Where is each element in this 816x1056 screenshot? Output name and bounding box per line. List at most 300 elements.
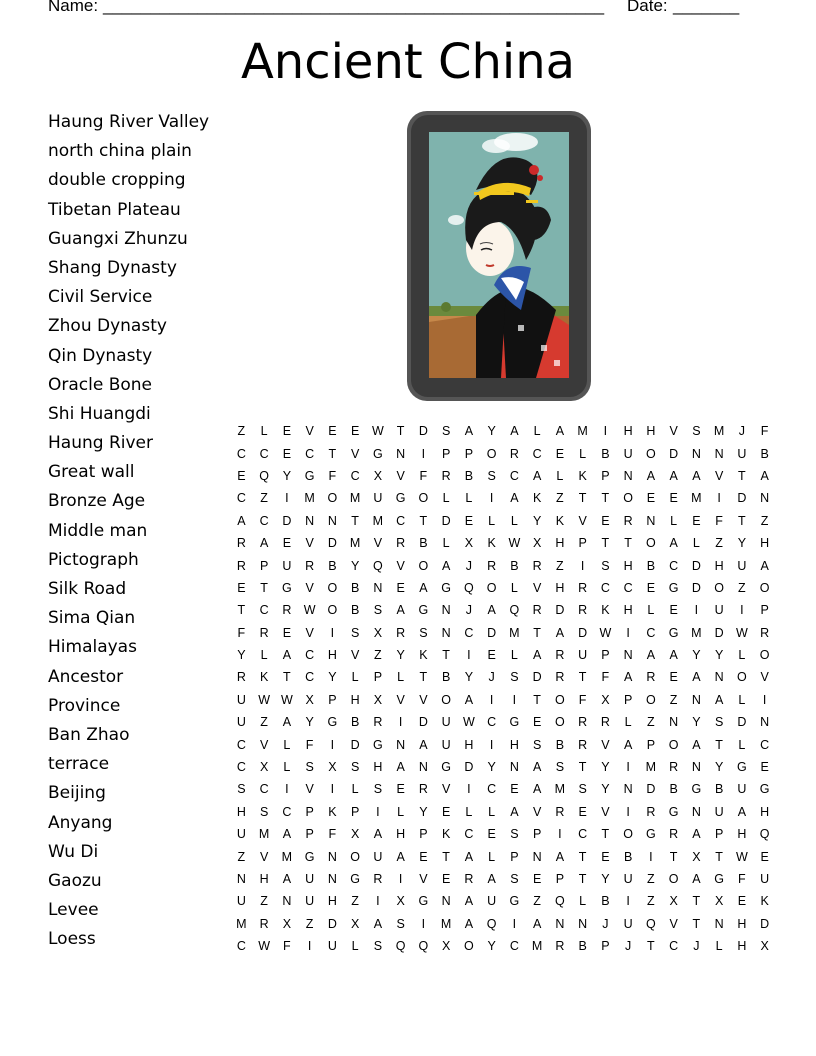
grid-letter[interactable]: S	[692, 424, 701, 439]
grid-letter[interactable]: I	[376, 804, 380, 819]
grid-letter[interactable]: O	[464, 939, 474, 954]
grid-letter[interactable]: E	[282, 625, 292, 640]
grid-letter[interactable]: L	[260, 424, 268, 439]
grid-letter[interactable]: G	[304, 468, 315, 483]
grid-letter[interactable]: Z	[556, 558, 564, 573]
grid-letter[interactable]: R	[669, 760, 679, 775]
grid-letter[interactable]: V	[350, 648, 360, 663]
grid-letter[interactable]: N	[509, 760, 519, 775]
grid-letter[interactable]: A	[555, 849, 565, 864]
grid-letter[interactable]: A	[510, 804, 519, 819]
grid-letter[interactable]: C	[305, 446, 315, 461]
grid-letter[interactable]: X	[669, 894, 678, 909]
grid-letter[interactable]: I	[421, 446, 426, 461]
grid-letter[interactable]: G	[441, 580, 451, 595]
grid-letter[interactable]: N	[236, 872, 246, 886]
grid-letter[interactable]: N	[669, 715, 679, 730]
grid-letter[interactable]: H	[714, 558, 724, 573]
grid-letter[interactable]: I	[717, 491, 721, 506]
grid-letter[interactable]: X	[350, 827, 360, 842]
grid-letter[interactable]: V	[532, 804, 542, 819]
grid-letter[interactable]: T	[237, 603, 246, 618]
grid-letter[interactable]: P	[532, 827, 542, 842]
grid-letter[interactable]: C	[236, 760, 246, 775]
grid-letter[interactable]: F	[578, 692, 587, 707]
grid-letter[interactable]: J	[625, 939, 632, 954]
grid-letter[interactable]: V	[305, 580, 314, 595]
grid-letter[interactable]: O	[327, 491, 338, 506]
grid-letter[interactable]: D	[418, 424, 428, 439]
grid-letter[interactable]: H	[396, 827, 406, 842]
grid-letter[interactable]: A	[510, 424, 519, 439]
grid-letter[interactable]: V	[305, 424, 314, 439]
grid-letter[interactable]: E	[532, 872, 542, 886]
grid-letter[interactable]: L	[488, 849, 496, 864]
grid-letter[interactable]: A	[623, 737, 633, 752]
grid-letter[interactable]: S	[578, 782, 587, 797]
grid-letter[interactable]: D	[418, 715, 428, 730]
grid-letter[interactable]: C	[532, 446, 542, 461]
grid-letter[interactable]: T	[533, 692, 541, 707]
grid-letter[interactable]: G	[509, 894, 520, 909]
grid-letter[interactable]: E	[669, 670, 678, 685]
grid-letter[interactable]: O	[327, 603, 338, 618]
grid-letter[interactable]: G	[395, 491, 406, 506]
grid-letter[interactable]: T	[738, 513, 746, 528]
grid-letter[interactable]: N	[623, 468, 633, 483]
grid-letter[interactable]: H	[760, 536, 770, 551]
grid-letter[interactable]: S	[441, 424, 451, 439]
grid-letter[interactable]: U	[714, 804, 724, 819]
grid-letter[interactable]: M	[554, 782, 566, 797]
grid-letter[interactable]: Z	[533, 894, 541, 909]
grid-letter[interactable]: C	[760, 737, 770, 752]
grid-letter[interactable]: T	[419, 670, 428, 685]
grid-letter[interactable]: B	[441, 670, 451, 685]
grid-letter[interactable]: A	[692, 468, 701, 483]
grid-letter[interactable]: N	[327, 849, 337, 864]
grid-letter[interactable]: Y	[487, 939, 496, 954]
grid-letter[interactable]: I	[558, 827, 562, 842]
grid-letter[interactable]: B	[601, 446, 610, 461]
grid-letter[interactable]: H	[760, 804, 770, 819]
grid-letter[interactable]: X	[373, 468, 383, 483]
grid-letter[interactable]: F	[305, 737, 314, 752]
grid-letter[interactable]: F	[715, 513, 723, 528]
grid-letter[interactable]: H	[259, 872, 269, 886]
grid-letter[interactable]: K	[441, 827, 451, 842]
grid-letter[interactable]: E	[282, 424, 292, 439]
grid-letter[interactable]: A	[760, 558, 769, 573]
grid-letter[interactable]: L	[465, 491, 473, 506]
grid-letter[interactable]: N	[760, 491, 770, 506]
grid-letter[interactable]: L	[510, 513, 518, 528]
grid-letter[interactable]: Z	[647, 872, 655, 886]
grid-letter[interactable]: L	[351, 782, 359, 797]
grid-letter[interactable]: B	[350, 580, 360, 595]
grid-letter[interactable]: R	[236, 558, 246, 573]
grid-letter[interactable]: L	[715, 939, 723, 954]
grid-letter[interactable]: I	[694, 603, 699, 618]
grid-letter[interactable]: N	[578, 916, 588, 931]
grid-letter[interactable]: Z	[738, 580, 746, 595]
grid-letter[interactable]: L	[556, 468, 564, 483]
grid-letter[interactable]: D	[737, 491, 747, 506]
grid-letter[interactable]: A	[532, 760, 542, 775]
grid-letter[interactable]: A	[396, 603, 405, 618]
grid-letter[interactable]: M	[691, 491, 702, 506]
grid-letter[interactable]: A	[464, 692, 474, 707]
grid-letter[interactable]: R	[532, 603, 542, 618]
grid-letter[interactable]: X	[532, 536, 542, 551]
grid-letter[interactable]: R	[441, 468, 451, 483]
grid-letter[interactable]: O	[327, 580, 338, 595]
grid-letter[interactable]: V	[419, 692, 428, 707]
grid-letter[interactable]: A	[237, 513, 246, 528]
grid-letter[interactable]: P	[623, 692, 633, 707]
grid-letter[interactable]: O	[668, 872, 679, 886]
grid-letter[interactable]: R	[509, 446, 519, 461]
grid-letter[interactable]: I	[398, 715, 403, 730]
grid-letter[interactable]: D	[327, 536, 337, 551]
grid-letter[interactable]: N	[532, 849, 542, 864]
grid-letter[interactable]: X	[464, 536, 474, 551]
grid-letter[interactable]: V	[396, 692, 405, 707]
grid-letter[interactable]: R	[760, 625, 770, 640]
grid-letter[interactable]: C	[487, 782, 497, 797]
grid-letter[interactable]: Q	[759, 827, 770, 842]
grid-letter[interactable]: N	[623, 648, 633, 663]
grid-letter[interactable]: X	[760, 939, 769, 954]
grid-letter[interactable]: T	[533, 625, 541, 640]
grid-letter[interactable]: E	[692, 513, 701, 528]
grid-letter[interactable]: T	[601, 536, 610, 551]
grid-letter[interactable]: W	[599, 625, 612, 640]
grid-letter[interactable]: D	[441, 513, 451, 528]
grid-letter[interactable]: Y	[714, 648, 724, 663]
grid-letter[interactable]: A	[692, 872, 701, 886]
grid-letter[interactable]: T	[351, 513, 359, 528]
grid-letter[interactable]: P	[555, 872, 565, 886]
grid-letter[interactable]: L	[488, 804, 496, 819]
grid-letter[interactable]: F	[283, 939, 291, 954]
grid-letter[interactable]: U	[305, 894, 315, 909]
grid-letter[interactable]: B	[669, 782, 678, 797]
grid-letter[interactable]: C	[259, 446, 269, 461]
grid-letter[interactable]: S	[373, 782, 383, 797]
grid-letter[interactable]: G	[304, 849, 315, 864]
grid-letter[interactable]: X	[350, 916, 360, 931]
grid-letter[interactable]: L	[579, 446, 587, 461]
grid-letter[interactable]: Z	[647, 894, 655, 909]
grid-letter[interactable]: C	[464, 827, 474, 842]
grid-letter[interactable]: N	[714, 670, 724, 685]
grid-letter[interactable]: N	[714, 446, 724, 461]
grid-letter[interactable]: H	[646, 424, 656, 439]
grid-letter[interactable]: K	[259, 670, 269, 685]
grid-letter[interactable]: Y	[419, 804, 428, 819]
grid-letter[interactable]: E	[646, 580, 656, 595]
grid-letter[interactable]: I	[330, 737, 335, 752]
grid-letter[interactable]: E	[237, 468, 246, 483]
grid-letter[interactable]: L	[533, 424, 541, 439]
grid-letter[interactable]: E	[487, 827, 496, 842]
grid-letter[interactable]: S	[396, 916, 405, 931]
grid-letter[interactable]: M	[258, 827, 270, 842]
grid-letter[interactable]: W	[280, 692, 293, 707]
grid-letter[interactable]: M	[349, 491, 361, 506]
grid-letter[interactable]: L	[647, 603, 655, 618]
grid-letter[interactable]: L	[260, 648, 268, 663]
grid-letter[interactable]: U	[714, 603, 724, 618]
grid-letter[interactable]: M	[645, 760, 657, 775]
grid-letter[interactable]: A	[714, 692, 724, 707]
grid-letter[interactable]: D	[646, 782, 656, 797]
grid-letter[interactable]: P	[601, 939, 610, 954]
grid-letter[interactable]: C	[350, 468, 360, 483]
grid-letter[interactable]: E	[760, 760, 769, 775]
grid-letter[interactable]: K	[601, 603, 610, 618]
grid-letter[interactable]: F	[601, 670, 610, 685]
grid-letter[interactable]: S	[601, 558, 610, 573]
grid-letter[interactable]: R	[578, 580, 588, 595]
grid-letter[interactable]: O	[646, 692, 656, 707]
grid-letter[interactable]: O	[350, 849, 360, 864]
grid-letter[interactable]: O	[646, 446, 656, 461]
grid-letter[interactable]: Q	[486, 916, 497, 931]
grid-letter[interactable]: C	[669, 939, 679, 954]
grid-letter[interactable]: U	[236, 692, 246, 707]
grid-letter[interactable]: D	[532, 670, 542, 685]
grid-letter[interactable]: V	[396, 468, 405, 483]
grid-letter[interactable]: V	[305, 625, 314, 640]
grid-letter[interactable]: U	[623, 916, 633, 931]
grid-letter[interactable]: C	[396, 513, 406, 528]
grid-letter[interactable]: R	[578, 603, 588, 618]
grid-letter[interactable]: U	[305, 872, 315, 886]
grid-letter[interactable]: L	[283, 760, 291, 775]
grid-letter[interactable]: N	[282, 894, 292, 909]
grid-letter[interactable]: T	[624, 536, 632, 551]
grid-letter[interactable]: R	[555, 939, 565, 954]
grid-letter[interactable]: V	[578, 513, 587, 528]
grid-letter[interactable]: U	[578, 648, 588, 663]
grid-letter[interactable]: V	[601, 804, 610, 819]
grid-letter[interactable]: R	[396, 536, 406, 551]
grid-letter[interactable]: L	[351, 670, 359, 685]
grid-letter[interactable]: H	[555, 536, 565, 551]
grid-letter[interactable]: L	[738, 737, 746, 752]
grid-letter[interactable]: Q	[464, 580, 474, 595]
grid-letter[interactable]: Y	[487, 760, 496, 775]
grid-letter[interactable]: A	[282, 648, 292, 663]
grid-letter[interactable]: N	[396, 446, 406, 461]
grid-letter[interactable]: S	[237, 782, 246, 797]
grid-letter[interactable]: H	[623, 424, 633, 439]
grid-letter[interactable]: N	[396, 737, 406, 752]
grid-letter[interactable]: A	[555, 625, 565, 640]
grid-letter[interactable]: R	[282, 603, 292, 618]
grid-letter[interactable]: S	[373, 939, 383, 954]
grid-letter[interactable]: T	[715, 737, 723, 752]
grid-letter[interactable]: L	[738, 692, 746, 707]
grid-letter[interactable]: R	[555, 670, 565, 685]
date-field[interactable]: _______	[673, 0, 740, 15]
grid-letter[interactable]: U	[737, 446, 747, 461]
grid-letter[interactable]: Y	[692, 648, 701, 663]
grid-letter[interactable]: E	[578, 804, 587, 819]
grid-letter[interactable]: O	[668, 737, 679, 752]
grid-letter[interactable]: E	[328, 424, 337, 439]
grid-letter[interactable]: P	[305, 804, 314, 819]
grid-letter[interactable]: T	[578, 872, 587, 886]
grid-letter[interactable]: F	[419, 468, 428, 483]
grid-letter[interactable]: L	[283, 737, 291, 752]
grid-letter[interactable]: S	[555, 760, 565, 775]
grid-letter[interactable]: R	[236, 536, 246, 551]
grid-letter[interactable]: E	[441, 872, 451, 886]
grid-letter[interactable]: R	[373, 715, 383, 730]
grid-letter[interactable]: H	[327, 648, 337, 663]
grid-letter[interactable]: Q	[373, 558, 383, 573]
grid-letter[interactable]: R	[555, 804, 565, 819]
grid-letter[interactable]: X	[282, 916, 292, 931]
grid-letter[interactable]: Y	[237, 648, 246, 663]
grid-letter[interactable]: I	[421, 916, 426, 931]
grid-letter[interactable]: R	[669, 827, 679, 842]
grid-letter[interactable]: A	[282, 715, 292, 730]
grid-letter[interactable]: U	[373, 491, 383, 506]
grid-letter[interactable]: O	[623, 827, 633, 842]
grid-letter[interactable]: T	[396, 424, 405, 439]
grid-letter[interactable]: Z	[260, 491, 268, 506]
grid-letter[interactable]: O	[623, 491, 633, 506]
grid-letter[interactable]: U	[623, 872, 633, 886]
grid-letter[interactable]: S	[487, 468, 496, 483]
grid-letter[interactable]: I	[762, 692, 767, 707]
grid-letter[interactable]: A	[532, 468, 542, 483]
grid-letter[interactable]: R	[487, 558, 497, 573]
grid-letter[interactable]: Z	[260, 894, 268, 909]
grid-letter[interactable]: E	[487, 648, 496, 663]
grid-letter[interactable]: T	[715, 849, 723, 864]
grid-letter[interactable]: A	[396, 760, 405, 775]
grid-letter[interactable]: T	[442, 849, 450, 864]
grid-letter[interactable]: U	[441, 737, 451, 752]
grid-letter[interactable]: L	[442, 491, 450, 506]
grid-letter[interactable]: U	[760, 872, 770, 886]
grid-letter[interactable]: A	[692, 737, 701, 752]
grid-letter[interactable]: V	[259, 737, 269, 752]
grid-letter[interactable]: C	[259, 603, 269, 618]
grid-letter[interactable]: Z	[237, 849, 246, 864]
grid-letter[interactable]: T	[578, 491, 587, 506]
grid-letter[interactable]: T	[283, 670, 291, 685]
grid-letter[interactable]: O	[759, 648, 770, 663]
grid-letter[interactable]: S	[510, 670, 519, 685]
grid-letter[interactable]: T	[601, 491, 610, 506]
grid-letter[interactable]: D	[691, 580, 701, 595]
grid-letter[interactable]: A	[373, 827, 383, 842]
grid-letter[interactable]: V	[396, 558, 405, 573]
grid-letter[interactable]: S	[305, 760, 314, 775]
grid-letter[interactable]: V	[259, 849, 269, 864]
grid-letter[interactable]: M	[691, 625, 702, 640]
grid-letter[interactable]: C	[600, 580, 610, 595]
grid-letter[interactable]: O	[418, 558, 429, 573]
grid-letter[interactable]: L	[510, 648, 518, 663]
grid-letter[interactable]: Y	[464, 670, 474, 685]
grid-letter[interactable]: I	[307, 939, 312, 954]
grid-letter[interactable]: T	[578, 849, 587, 864]
grid-letter[interactable]: P	[350, 804, 360, 819]
grid-letter[interactable]: Y	[350, 558, 360, 573]
grid-letter[interactable]: E	[350, 424, 360, 439]
grid-letter[interactable]: J	[465, 603, 472, 618]
grid-letter[interactable]: E	[441, 804, 451, 819]
grid-letter[interactable]: P	[441, 446, 451, 461]
grid-letter[interactable]: W	[258, 692, 271, 707]
grid-letter[interactable]: H	[373, 760, 383, 775]
grid-letter[interactable]: A	[419, 737, 428, 752]
grid-letter[interactable]: X	[328, 760, 337, 775]
grid-letter[interactable]: A	[532, 648, 542, 663]
grid-letter[interactable]: A	[282, 827, 292, 842]
grid-letter[interactable]: B	[464, 468, 474, 483]
grid-letter[interactable]: D	[714, 625, 724, 640]
grid-letter[interactable]: G	[418, 603, 429, 618]
grid-letter[interactable]: U	[327, 939, 337, 954]
grid-letter[interactable]: D	[691, 558, 701, 573]
grid-letter[interactable]: B	[555, 737, 565, 752]
grid-letter[interactable]: Q	[509, 603, 520, 618]
grid-letter[interactable]: N	[327, 513, 337, 528]
grid-letter[interactable]: K	[328, 804, 337, 819]
grid-letter[interactable]: Z	[647, 715, 655, 730]
grid-letter[interactable]: A	[646, 468, 656, 483]
grid-letter[interactable]: U	[487, 894, 497, 909]
grid-letter[interactable]: T	[692, 894, 701, 909]
grid-letter[interactable]: R	[646, 804, 656, 819]
grid-letter[interactable]: V	[373, 536, 383, 551]
grid-letter[interactable]: X	[373, 692, 383, 707]
grid-letter[interactable]: Y	[396, 648, 405, 663]
grid-letter[interactable]: C	[259, 782, 269, 797]
grid-letter[interactable]: T	[419, 513, 428, 528]
grid-letter[interactable]: J	[488, 670, 495, 685]
grid-letter[interactable]: I	[285, 782, 289, 797]
grid-letter[interactable]: E	[601, 513, 610, 528]
grid-letter[interactable]: Z	[556, 491, 564, 506]
grid-letter[interactable]: R	[259, 625, 269, 640]
grid-letter[interactable]: V	[760, 670, 769, 685]
grid-letter[interactable]: M	[372, 513, 384, 528]
grid-letter[interactable]: U	[236, 894, 246, 909]
grid-letter[interactable]: A	[464, 894, 474, 909]
grid-letter[interactable]: M	[531, 939, 543, 954]
grid-letter[interactable]: Y	[487, 424, 496, 439]
grid-letter[interactable]: A	[282, 872, 292, 886]
grid-letter[interactable]: I	[626, 625, 630, 640]
grid-letter[interactable]: E	[555, 446, 565, 461]
grid-letter[interactable]: K	[760, 894, 769, 909]
grid-letter[interactable]: C	[259, 513, 269, 528]
grid-letter[interactable]: M	[304, 491, 315, 506]
grid-letter[interactable]: G	[441, 760, 451, 775]
grid-letter[interactable]: R	[418, 782, 428, 797]
grid-letter[interactable]: S	[259, 804, 269, 819]
grid-letter[interactable]: V	[601, 737, 610, 752]
